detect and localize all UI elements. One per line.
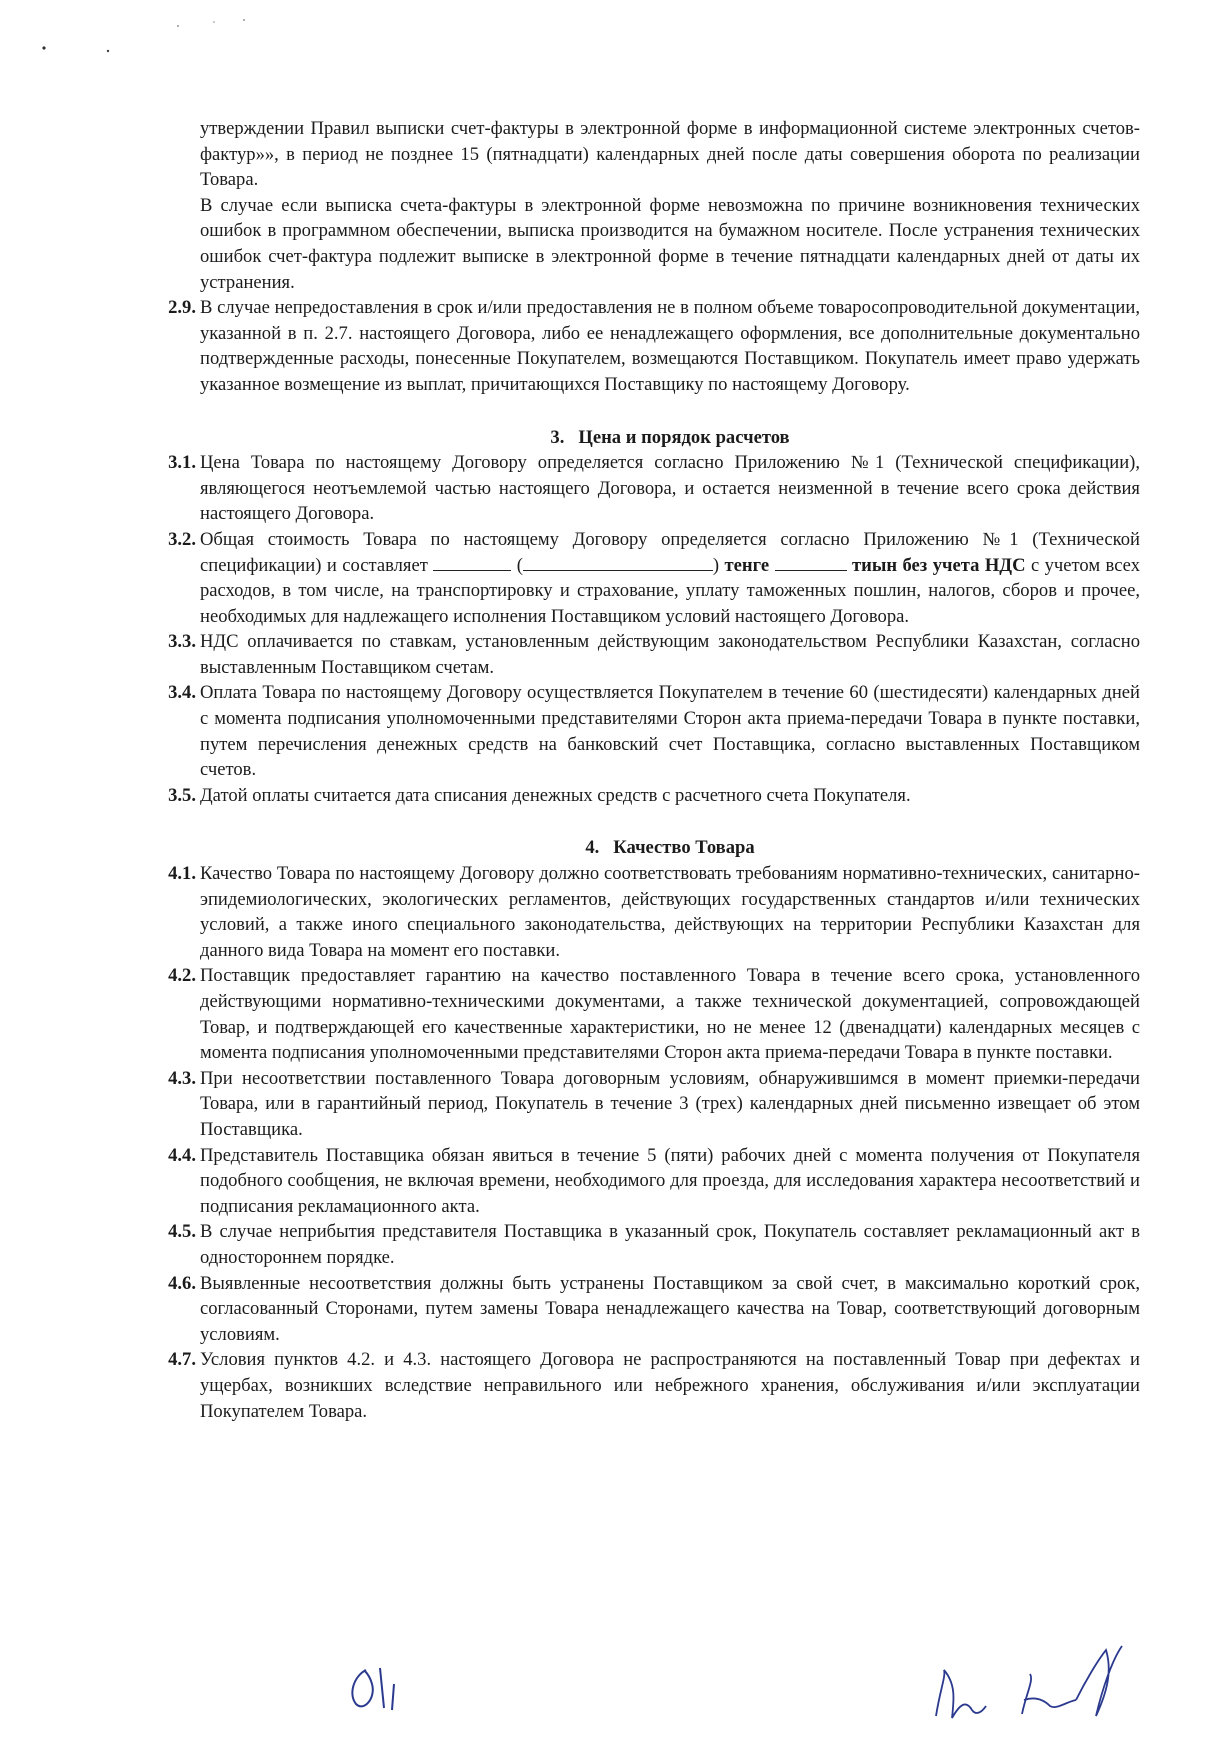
intro-paragraph-2: В случае если выписка счета-фактуры в электронной форме невозможна по причине возникновения технических ошибок в программном обеспечении, выписка производится на бумажном носителе. После устранения технических ошибок счет-фактура подлежит выписке в электронной форме в течение пятнадцати календарных дней от даты их устранения. — [200, 194, 1140, 293]
section-number: 4. — [585, 837, 600, 859]
section-title: Качество Товара — [613, 837, 755, 859]
clause-4-7 — [150, 1347, 1140, 1424]
clause-text: Поставщик предоставляет гарантию на качество поставленного Товара в течение всего срока, установленного действующими нормативно-техническими документами, а также технической документацией, сопровождающей Товар, и подтверждающей его качественные характеристики, но не менее 12 (двенадцати) календарных месяцев с момента подписания уполномоченными представителями Сторон акта приема-передачи Товара в пункте поставки. — [200, 965, 1140, 1064]
tiyn-blank — [775, 554, 847, 571]
clause-3-2-part1: Общая стоимость Товара по настоящему Договору определяется согласно Приложению №1 (Технической спецификации) и составляет — [200, 528, 1140, 576]
clause-number: 2.9. — [168, 297, 196, 319]
tenge-label: тенге — [724, 554, 770, 576]
clause-3-2 — [150, 527, 1140, 629]
clause-3-4 — [150, 680, 1140, 782]
contract-text — [150, 116, 1140, 1424]
clause-number: 4.7. — [168, 1349, 196, 1371]
clause-4-1 — [150, 861, 1140, 963]
section-3-heading — [150, 425, 1140, 451]
clause-text: Условия пунктов 4.2. и 4.3. настоящего Договора не распространяются на поставленный Товар при дефектах и ущербах, возникших вследствие неправильного или небрежного хранения, обслуживания и/или эксплуатации Покупателем Товара. — [200, 1349, 1140, 1422]
clause-number: 4.5. — [168, 1221, 196, 1243]
clause-number: 4.3. — [168, 1067, 196, 1089]
clause-3-2-part2: с учетом всех расходов, в том числе, на транспортировку и страхование, уплату таможенных пошлин, налогов, сборов и прочее, необходимых для надлежащего исполнения Поставщиком условий настоящего Договора. — [200, 554, 1140, 627]
clause-4-6 — [150, 1271, 1140, 1348]
clause-text: В случае непредоставления в срок и/или предоставления не в полном объеме товаросопроводительной документации, указанной в п. 2.7. настоящего Договора, либо ее ненадлежащего оформления, все дополнительные документально подтвержденные расходы, понесенные Покупателем, возмещаются Поставщиком. Покупатель имеет право удержать указанное возмещение из выплат, причитающихся Поставщику по настоящему Договору. — [200, 297, 1140, 395]
clause-text: Оплата Товара по настоящему Договору осуществляется Покупателем в течение 60 (шестидесяти) календарных дней с момента подписания уполномоченными представителями Сторон акта приема-передачи Товара в пункте поставки, путем перечисления денежных средств на банковский счет Поставщика, согласно выставленных Поставщиком счетов. — [200, 682, 1140, 781]
close-paren: ) — [712, 554, 720, 576]
clause-text: Представитель Поставщика обязан явиться в течение 5 (пяти) рабочих дней с момента получения от Покупателя подобного сообщения, не включая времени, необходимого для проезда, для исследования характера несоответствий и подписания рекламационного акта. — [200, 1144, 1140, 1217]
clause-4-5 — [150, 1219, 1140, 1270]
clause-number: 3.4. — [168, 682, 196, 704]
signature-right — [926, 1630, 1136, 1730]
clause-text: Качество Товара по настоящему Договору должно соответствовать требованиям нормативно-технических, санитарно-эпидемиологических, экологических регламентов, действующих государственных стандартов и/или технических условий, а также иного специального законодательства, действующих на территории Республики Казахстан для данного вида Товара на момент его поставки. — [200, 863, 1140, 961]
clause-number: 3.1. — [168, 452, 196, 474]
clause-text: Цена Товара по настоящему Договору определяется согласно Приложению №1 (Технической спецификации), являющегося неотъемлемой частью настоящего Договора, и остается неизменной в течение всего срока действия настоящего Договора. — [200, 452, 1140, 525]
section-4-heading — [150, 835, 1140, 861]
section-title: Цена и порядок расчетов — [578, 426, 790, 448]
intro-paragraph-1: утверждении Правил выписки счет-фактуры в электронной форме в информационной системе электронных счетов-фактур»», в период не позднее 15 (пятнадцати) календарных дней после даты совершения оборота по реализации Товара. — [200, 118, 1140, 191]
clause-text: Датой оплаты считается дата списания денежных средств с расчетного счета Покупателя. — [200, 784, 911, 806]
open-paren: ( — [516, 554, 523, 576]
clause-text — [200, 527, 1140, 629]
clause-number: 3.2. — [168, 528, 196, 550]
clause-4-3 — [150, 1066, 1140, 1143]
clause-number: 4.6. — [168, 1272, 196, 1294]
clause-4-4 — [150, 1143, 1140, 1220]
clause-number: 4.2. — [168, 965, 196, 987]
section-number: 3. — [550, 426, 565, 448]
clause-text: НДС оплачивается по ставкам, установленным действующим законодательством Республики Казахстан, согласно выставленным Поставщиком счетам. — [200, 631, 1140, 678]
scan-specks — [0, 0, 300, 80]
signature-left — [336, 1648, 416, 1718]
clause-number: 3.3. — [168, 631, 196, 653]
amount-blank — [433, 554, 511, 571]
clause-3-3 — [150, 629, 1140, 680]
clause-number: 4.4. — [168, 1144, 196, 1166]
clause-number: 3.5. — [168, 784, 196, 806]
vat-note: тиын без учета НДС — [851, 554, 1026, 576]
clause-2-9 — [150, 295, 1140, 397]
clause-text: В случае неприбытия представителя Поставщика в указанный срок, Покупатель составляет рекламационный акт в одностороннем порядке. — [200, 1221, 1140, 1268]
clause-4-2 — [150, 963, 1140, 1065]
clause-text: При несоответствии поставленного Товара договорным условиям, обнаружившимся в момент приемки-передачи Товара, или в гарантийный период, Покупатель в течение 3 (трех) календарных дней письменно извещает об этом Поставщика. — [200, 1067, 1140, 1140]
amount-words-blank — [523, 554, 713, 571]
clause-text: Выявленные несоответствия должны быть устранены Поставщиком за свой счет, в максимально короткий срок, согласованный Сторонами, путем замены Товара ненадлежащего качества на Товар, соответствующий договорным условиям. — [200, 1272, 1140, 1345]
clause-3-1 — [150, 450, 1140, 527]
clause-3-5 — [150, 783, 1140, 809]
clause-number: 4.1. — [168, 863, 196, 885]
